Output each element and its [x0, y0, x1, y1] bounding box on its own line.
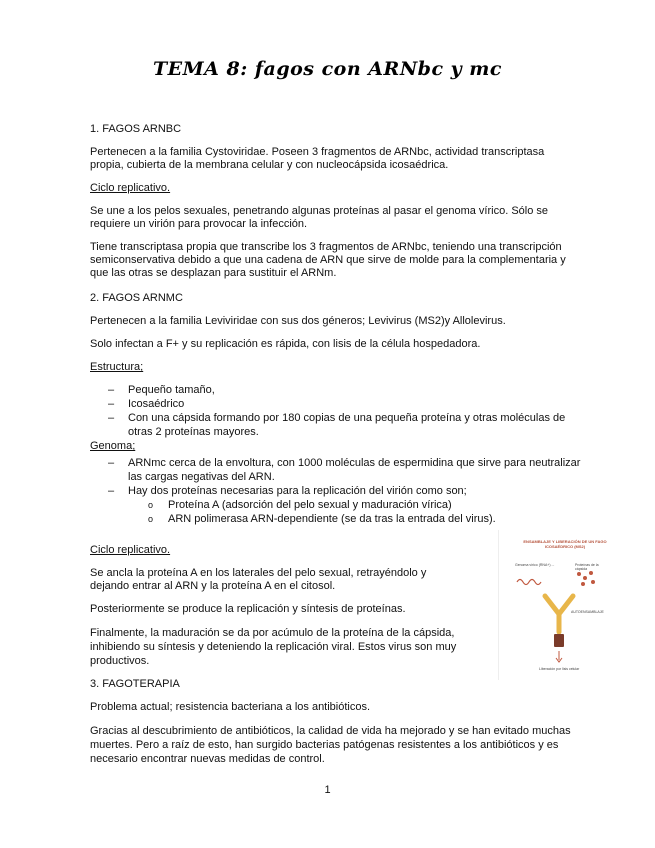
genoma-item-2: Hay dos proteínas necesarias para la replicación del virión como son;: [128, 485, 467, 497]
bullet-dash: –: [108, 398, 115, 410]
s2-genoma-label: Genoma;: [90, 440, 136, 452]
bullet-dash: –: [108, 384, 115, 396]
genoma-item-1-line-2: las cargas negativas del ARN.: [128, 471, 275, 483]
section-2-heading: 2. FAGOS ARNMC: [90, 292, 183, 304]
s1-intro-line-1: Pertenecen a la familia Cystoviridae. Poseen 3 fragmentos de ARNbc, actividad transcriptasa: [90, 146, 545, 158]
s2-c3-line-1: Finalmente, la maduración se da por acúmulo de la proteína de la cápsida,: [90, 627, 455, 639]
bullet-dash: –: [108, 485, 115, 497]
s3-p1: Problema actual; resistencia bacteriana a los antibióticos.: [90, 701, 371, 713]
s3-p2-line-3: necesario encontrar nuevas medidas de control.: [90, 753, 325, 765]
figure-title: ENSAMBLAJE Y LIBERACIÓN DE UN FAGO ICOSAÉDRICO (MS2): [523, 539, 607, 549]
s2-ciclo-label: Ciclo replicativo.: [90, 544, 171, 556]
estructura-item-3-line-2: otras 2 proteínas mayores.: [128, 426, 259, 438]
bullet-dash: –: [108, 412, 115, 424]
s1-p2-line-3: que las otras se desplazan para sustituir el ARNm.: [90, 267, 337, 279]
genoma-sub-item: Proteína A (adsorción del pelo sexual y maduración vírica): [168, 499, 452, 511]
figure-label-capsid: Proteínas de la cápsida: [575, 563, 599, 571]
s2-estructura-label: Estructura;: [90, 361, 144, 373]
capsid-protein-dot: [581, 582, 585, 586]
figure-label-release: Liberación por lisis celular: [539, 667, 580, 671]
page-number: 1: [324, 784, 331, 796]
s2-infect: Solo infectan a F+ y su replicación es rápida, con lisis de la célula hospedadora.: [90, 338, 481, 350]
s3-p2-line-1: Gracias al descubrimiento de antibióticos, la calidad de vida ha mejorado y se han evitado muchas: [90, 725, 571, 737]
bullet-circle: o: [148, 500, 154, 510]
assembly-arrows: [545, 596, 573, 614]
genoma-sub-item: ARN polimerasa ARN-dependiente (se da tras la entrada del virus).: [168, 513, 496, 525]
s2-c2: Posteriormente se produce la replicación y síntesis de proteínas.: [90, 603, 406, 615]
s1-p2-line-1: Tiene transcriptasa propia que transcribe los 3 fragmentos de ARNbc, teniendo una transcripción: [90, 241, 562, 253]
estructura-item-3-line-1: Con una cápsida formando por 180 copias de una pequeña proteína y otras moléculas de: [128, 412, 566, 424]
phage-assembly-figure: [498, 530, 619, 680]
s1-intro-line-2: propia, cubierta de la membrana celular y con nucleocápsida icosaédrica.: [90, 159, 449, 171]
rna-strand: [517, 580, 541, 585]
figure-drawing: [499, 530, 619, 680]
s1-p1-line-1: Se une a los pelos sexuales, penetrando algunas proteínas al pasar el genoma vírico. Sólo se: [90, 205, 549, 217]
genoma-item-1-line-1: ARNmc cerca de la envoltura, con 1000 moléculas de espermidina que sirve para neutralizar: [128, 457, 581, 469]
estructura-item: Icosaédrico: [128, 398, 185, 410]
bullet-dash: –: [108, 457, 115, 469]
bullet-circle: o: [148, 514, 154, 524]
section-1-heading: 1. FAGOS ARNBC: [90, 123, 182, 135]
assembled-virion: [554, 634, 564, 647]
s1-p1-line-2: requiere un virión para provocar la infección.: [90, 218, 308, 230]
figure-label-assembly: AUTOENSAMBLAJE: [571, 610, 604, 614]
s2-c1-line-1: Se ancla la proteína A en los laterales del pelo sexual, retrayéndolo y: [90, 567, 427, 579]
s3-p2-line-2: muertes. Pero a raíz de esto, han surgido bacterias patógenas resistentes a los antibióticos y es: [90, 739, 559, 751]
s2-c3-line-2: inhibiendo su síntesis y deteniendo la replicación viral. Estos virus son muy: [90, 641, 457, 653]
capsid-protein-dot: [589, 571, 593, 575]
s1-p2-line-2: semiconservativa debido a que una cadena de ARN que sirve de molde para la complementaria y: [90, 254, 566, 266]
s2-c1-line-2: dejando entrar al ARN y la proteína A en el citosol.: [90, 580, 336, 592]
s1-ciclo-label: Ciclo replicativo.: [90, 182, 171, 194]
s2-intro: Pertenecen a la familia Leviviridae con sus dos géneros; Levivirus (MS2)y Allolevirus.: [90, 315, 506, 327]
section-3-heading: 3. FAGOTERAPIA: [90, 678, 180, 690]
capsid-protein-dot: [583, 576, 587, 580]
s2-c3-line-3: productivos.: [90, 655, 150, 667]
page-title: TEMA 8: fagos con ARNbc y mc: [153, 58, 502, 80]
capsid-protein-dot: [591, 580, 595, 584]
figure-label-genome: Genoma vírico (RNA+) ...: [515, 563, 555, 567]
capsid-protein-dot: [577, 572, 581, 576]
estructura-item: Pequeño tamaño,: [128, 384, 215, 396]
